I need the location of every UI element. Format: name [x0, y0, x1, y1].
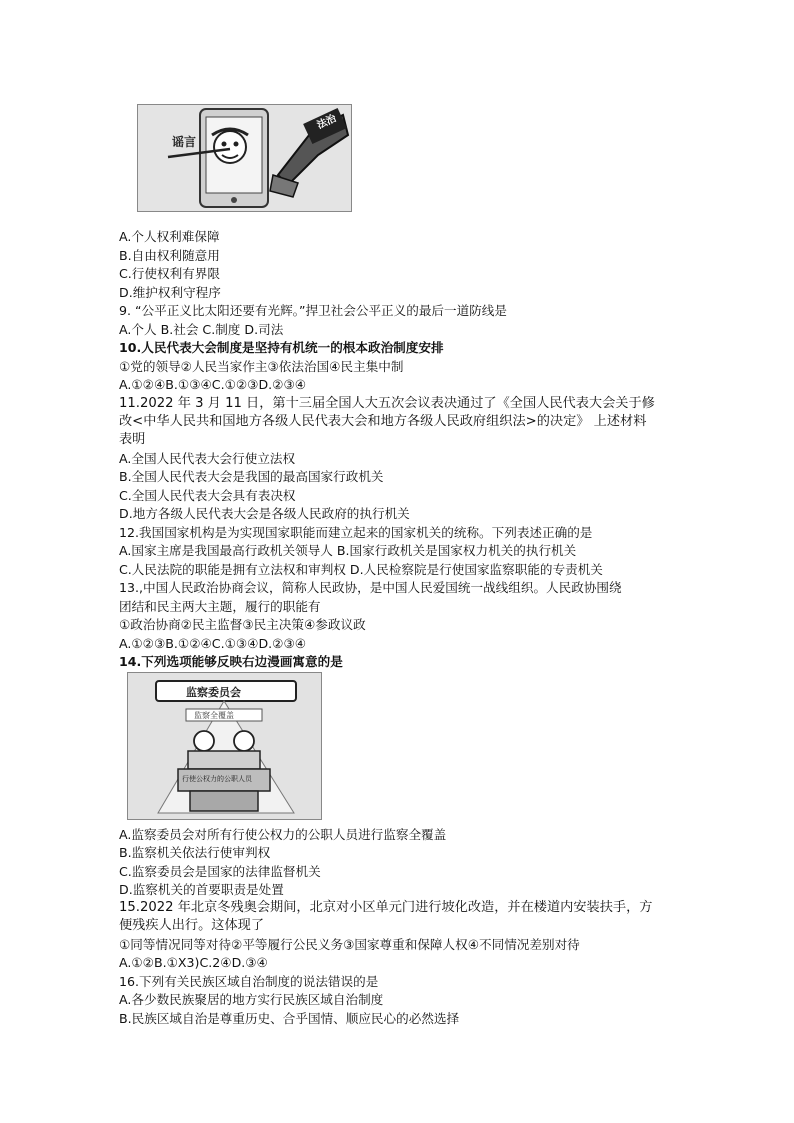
q15-options: A.①②B.①X3)C.2④D.③④: [119, 955, 268, 970]
q11-stem-line-1: 11.2022 年 3 月 11 日，第十三届全国人大五次会议表决通过了《全国人民代表大会关于修: [119, 396, 655, 411]
q16-option-b: B.民族区域自治是尊重历史、合乎国情、顺应民心的必然选择: [119, 1011, 460, 1026]
q16-stem: 16.下列有关民族区域自治制度的说法错误的是: [119, 974, 379, 989]
q9-options: A.个人 B.社会 C.制度 D.司法: [119, 322, 284, 337]
q14-option-d: D.监察机关的首要职责是处置: [119, 882, 284, 897]
q11-option-c: C.全国人民代表大会具有表决权: [119, 488, 296, 503]
q14-option-c: C.监察委员会是国家的法律监督机关: [119, 864, 321, 879]
q13-stem-line-2: 团结和民主两大主题，履行的职能有: [119, 599, 321, 614]
cartoon-rumor-label: 谣言: [172, 135, 197, 149]
cartoon-plate-label: 监察全覆盖: [194, 711, 234, 720]
cartoon-podium-label: 行使公权力的公职人员: [182, 775, 252, 783]
q12-options-line-2: C.人民法院的职能是拥有立法权和审判权 D.人民检察院是行使国家监察职能的专责机关: [119, 562, 603, 577]
q13-options: A.①②③B.①②④C.①③④D.②③④: [119, 636, 307, 651]
q8-option-b: B.自由权利随意用: [119, 248, 220, 263]
q8-option-a: A.个人权利难保障: [119, 229, 220, 244]
q11-option-b: B.全国人民代表大会是我国的最高国家行政机关: [119, 469, 384, 484]
q9-stem: 9. “公平正义比太阳还要有光辉。”捍卫社会公平正义的最后一道防线是: [119, 303, 507, 318]
q10-options: A.①②④B.①③④C.①②③D.②③④: [119, 377, 307, 392]
q11-stem-line-2: 改<中华人民共和国地方各级人民代表大会和地方各级人民政府组织法>的决定》 上述材料: [119, 414, 647, 429]
q15-stem-line-2: 便残疾人出行。这体现了: [119, 918, 265, 933]
q10-items: ①党的领导②人民当家作主③依法治国④民主集中制: [119, 359, 404, 374]
q10-stem: 10.人民代表大会制度是坚持有机统一的根本政治制度安排: [119, 340, 444, 355]
cartoon-sign-label: 监察委员会: [186, 686, 241, 699]
q15-stem-line-1: 15.2022 年北京冬残奥会期间，北京对小区单元门进行坡化改造，并在楼道内安装扶手，方: [119, 900, 653, 915]
q8-option-d: D.维护权利守程序: [119, 285, 221, 300]
cartoon-supervision-image: [127, 672, 322, 820]
q12-options-line-1: A.国家主席是我国最高行政机关领导人 B.国家行政机关是国家权力机关的执行机关: [119, 543, 577, 558]
q11-option-a: A.全国人民代表大会行使立法权: [119, 451, 296, 466]
cartoon-rumor-image: [137, 104, 352, 212]
q8-option-c: C.行使权利有界限: [119, 266, 220, 281]
q13-items: ①政治协商②民主监督③民主决策④参政议政: [119, 617, 366, 632]
cartoon-shield-label: 法治: [315, 113, 339, 132]
q16-option-a: A.各少数民族聚居的地方实行民族区域自治制度: [119, 992, 384, 1007]
q11-option-d: D.地方各级人民代表大会是各级人民政府的执行机关: [119, 506, 410, 521]
q12-stem: 12.我国国家机构是为实现国家职能而建立起来的国家机关的统称。下列表述正确的是: [119, 525, 593, 540]
q14-option-a: A.监察委员会对所有行使公权力的公职人员进行监察全覆盖: [119, 827, 447, 842]
q14-stem: 14.下列选项能够反映右边漫画寓意的是: [119, 654, 343, 669]
q15-items: ①同等情况同等对待②平等履行公民义务③国家尊重和保障人权④不同情况差别对待: [119, 937, 580, 952]
q13-stem-line-1: 13.,中国人民政治协商会议，简称人民政协，是中国人民爱国统一战线组织。人民政协围绕: [119, 580, 622, 595]
q11-stem-line-3: 表明: [119, 432, 146, 447]
q14-option-b: B.监察机关依法行使审判权: [119, 845, 271, 860]
